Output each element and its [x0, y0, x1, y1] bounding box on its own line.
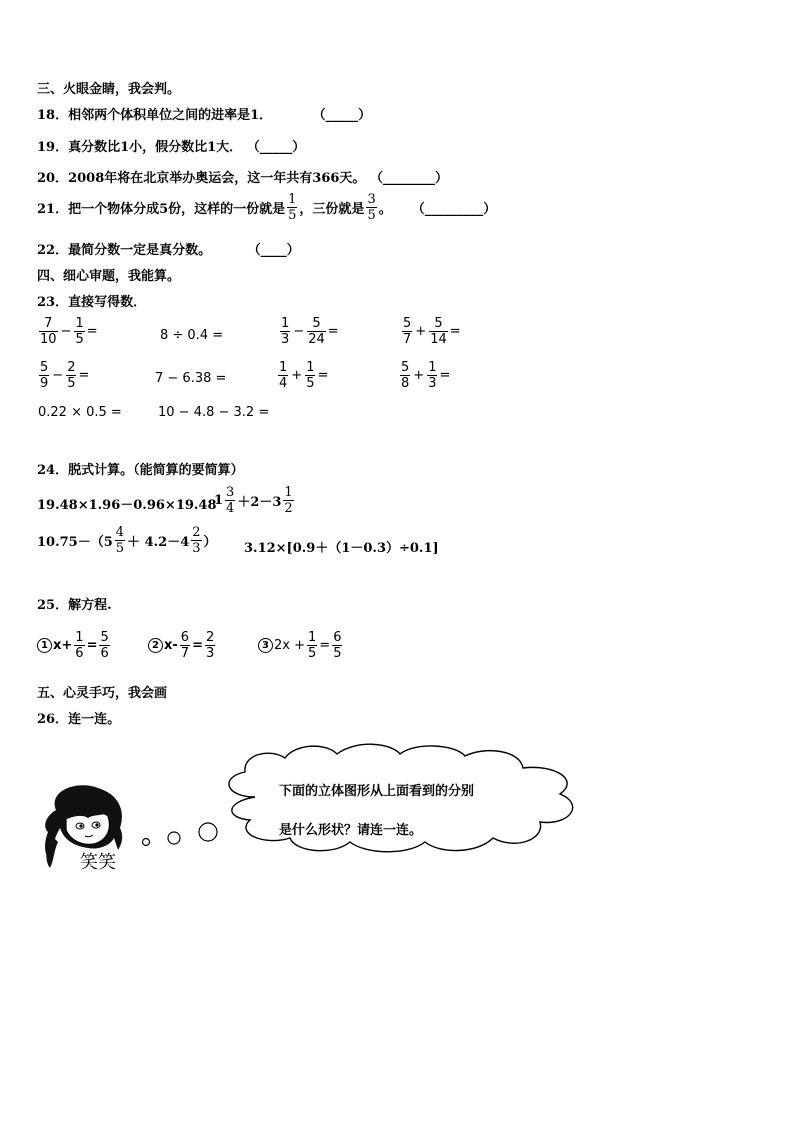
denominator: 5: [333, 646, 342, 661]
equals: =: [319, 638, 331, 653]
q23-r1-d: [400, 316, 461, 347]
q21-fraction-1: [287, 192, 297, 223]
numerator: 3: [367, 192, 376, 207]
q23-r2-a: [37, 360, 89, 391]
q25-title: 25．解方程.: [37, 598, 112, 613]
numerator: 1: [284, 485, 293, 500]
denominator: 5: [67, 376, 76, 391]
q24-e2-mid: ＋2－3: [237, 495, 282, 510]
denominator: 3: [428, 376, 437, 391]
character-name: 笑笑: [80, 852, 116, 873]
denominator: 3: [192, 541, 201, 556]
thought-dots-icon: [138, 818, 223, 853]
numerator: 2: [192, 525, 201, 540]
equals: =: [327, 324, 339, 339]
denominator: 5: [115, 541, 125, 556]
eq-pre: 2x +: [274, 638, 305, 653]
equals: =: [317, 368, 329, 383]
bubble-line-1: 下面的立体图形从上面看到的分别: [279, 784, 475, 799]
question-18: [37, 104, 371, 123]
denominator: 8: [401, 376, 410, 391]
numerator: 1: [428, 360, 437, 375]
numerator: 1: [288, 192, 297, 207]
eq-pre: x+: [53, 638, 73, 653]
q19-text: 19．真分数比1小，假分数比1大．: [37, 140, 243, 155]
denominator: 2: [284, 501, 293, 516]
numerator: 5: [100, 630, 109, 645]
numerator: 1: [306, 360, 315, 375]
speech-cloud-icon: [215, 742, 590, 857]
section5-heading: 五、心灵手巧，我会画: [37, 686, 168, 701]
operator: −: [293, 324, 305, 339]
q18-text: 18．相邻两个体积单位之间的进率是1．: [37, 108, 273, 123]
denominator: 7: [180, 646, 190, 661]
numerator: 1: [75, 316, 84, 331]
denominator: 4: [226, 501, 235, 516]
q23-r2-c: [276, 360, 328, 391]
denominator: 7: [403, 332, 412, 347]
q21-pre: 21．把一个物体分成5份，这样的一份就是: [37, 202, 286, 217]
equals: =: [449, 324, 461, 339]
denominator: 4: [279, 376, 288, 391]
numerator: 2: [67, 360, 76, 375]
denominator: 5: [367, 208, 376, 223]
q23-title: 23．直接写得数．: [37, 295, 147, 310]
equals: =: [86, 638, 98, 653]
q23-r2-d: [398, 360, 450, 391]
q20-text: 20．2008年将在北京举办奥运会，这一年共有366天。: [37, 171, 366, 186]
q25-eq-3: [258, 630, 344, 661]
circled-number: 2: [148, 638, 163, 653]
operator: −: [52, 368, 64, 383]
q24-expr-2: [214, 485, 296, 516]
denominator: 14: [430, 332, 447, 347]
q19-blank[interactable]: （_____）: [246, 140, 306, 155]
q23-r1-b: 8 ÷ 0.4 =: [160, 328, 224, 343]
numerator: 5: [40, 360, 49, 375]
numerator: 1: [281, 316, 290, 331]
q21-mid: ，三份就是: [299, 202, 365, 217]
denominator: 5: [306, 376, 315, 391]
question-21: [37, 192, 496, 223]
q21-blank[interactable]: （_________）: [411, 202, 497, 217]
numerator: 6: [333, 630, 342, 645]
q23-r1-a: [37, 316, 98, 347]
denominator: 9: [40, 376, 49, 391]
numerator: 3: [226, 485, 235, 500]
numerator: 5: [401, 360, 410, 375]
denominator: 24: [308, 332, 325, 347]
denominator: 5: [308, 646, 317, 661]
section4-heading: 四、细心审题，我能算。: [37, 269, 181, 284]
q23-r3-a: 0.22 × 0.5 =: [38, 405, 122, 420]
numerator: 4: [115, 525, 125, 540]
q24-title: 24．脱式计算。（能简算的要简算）: [37, 463, 244, 478]
equals: =: [192, 638, 203, 653]
denominator: 10: [40, 332, 57, 347]
q24-expr-4: 3.12×[0.9＋（1－0.3）÷0.1]: [244, 541, 439, 556]
q23-r2-b: 7 − 6.38 =: [155, 371, 227, 386]
numerator: 1: [75, 630, 84, 645]
equals: =: [78, 368, 90, 383]
denominator: 6: [100, 646, 109, 661]
operator: −: [60, 324, 72, 339]
q23-r1-c: [278, 316, 339, 347]
q25-eq-2: [148, 630, 217, 661]
numerator: 1: [279, 360, 288, 375]
question-19: [37, 136, 305, 155]
whole-part: 1: [214, 493, 224, 508]
denominator: 3: [205, 646, 215, 661]
equals: =: [439, 368, 451, 383]
operator: +: [415, 324, 427, 339]
eq-pre: x-: [164, 638, 178, 653]
q26-title: 26．连一连。: [37, 712, 121, 727]
question-22: [37, 239, 300, 258]
numerator: 6: [180, 630, 190, 645]
q25-eq-1: [37, 630, 112, 661]
question-20: [37, 167, 448, 186]
denominator: 3: [281, 332, 290, 347]
numerator: 5: [312, 316, 321, 331]
denominator: 5: [288, 208, 297, 223]
q22-blank[interactable]: （____）: [247, 243, 300, 258]
q24-expr-1: 19.48×1.96－0.96×19.48: [37, 498, 217, 513]
q21-post: 。: [378, 202, 392, 217]
operator: +: [413, 368, 425, 383]
section3-heading: 三、火眼金睛，我会判。: [37, 82, 181, 97]
q24-e3-mid: ＋ 4.2－4: [127, 535, 190, 550]
circled-number: 3: [258, 638, 273, 653]
q24-expr-3: [37, 525, 217, 556]
q21-fraction-2: [366, 192, 376, 223]
numerator: 5: [434, 316, 443, 331]
numerator: 5: [403, 316, 412, 331]
numerator: 2: [205, 630, 215, 645]
denominator: 6: [75, 646, 84, 661]
numerator: 1: [308, 630, 317, 645]
q23-r3-b: 10 − 4.8 − 3.2 =: [158, 405, 270, 420]
operator: +: [291, 368, 303, 383]
q24-e3-post: ）: [203, 535, 217, 550]
q24-e3-pre: 10.75－（5: [37, 535, 113, 550]
equals: =: [86, 324, 98, 339]
q20-blank[interactable]: （________）: [369, 171, 448, 186]
denominator: 5: [75, 332, 84, 347]
q22-text: 22．最简分数一定是真分数。: [37, 243, 212, 258]
numerator: 7: [44, 316, 53, 331]
q18-blank[interactable]: （_____）: [312, 108, 372, 123]
circled-number: 1: [37, 638, 52, 653]
bubble-line-2: 是什么形状？请连一连。: [279, 823, 423, 838]
